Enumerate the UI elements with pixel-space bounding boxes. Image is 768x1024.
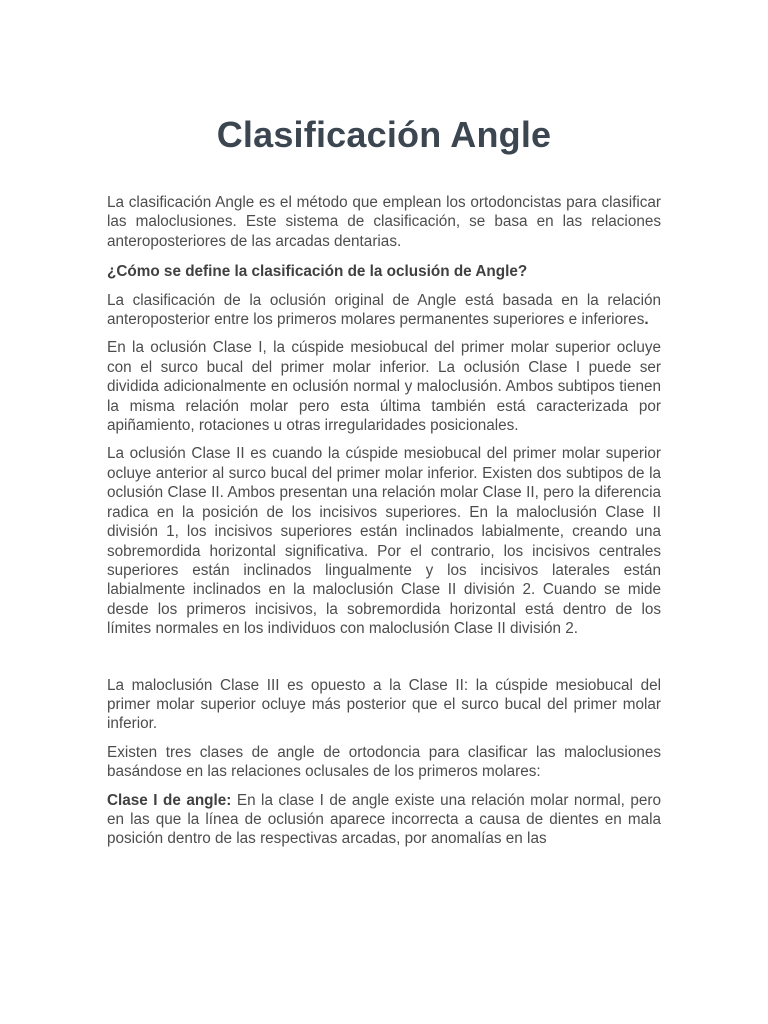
class3-paragraph: La maloclusión Clase III es opuesto a la Clase II: la cúspide mesiobucal del primer molar superior ocluye más posterior que el surco bucal del primer molar inferior. <box>107 676 661 733</box>
intro-paragraph: La clasificación Angle es el método que emplean los ortodoncistas para clasificar las maloclusiones. Este sistema de clasificación, se basa en las relaciones anteroposteriores de las arcadas dentarias. <box>107 194 661 250</box>
class2-paragraph: La oclusión Clase II es cuando la cúspide mesiobucal del primer molar superior ocluye anterior al surco bucal del primer molar inferior. Existen dos subtipos de la oclusión Clase II. Ambos presentan una relación molar Clase II, pero la diferencia radica en la posición de los incisivos superiores. En la maloclusión Clase II división 1, los incisivos superiores están inclinados labialmente, creando una sobremordida horizontal significativa. Por el contrario, los incisivos centrales superiores están inclinados lingualmente y los incisivos laterales están labialmente inclinados en la maloclusión Clase II división 2. Cuando se mide desde los primeros incisivos, la sobremordida horizontal está dentro de los límites normales en los individuos con maloclusión Clase II división 2. <box>107 445 661 638</box>
page-title: Clasificación Angle <box>216 114 552 155</box>
class1-paragraph: En la oclusión Clase I, la cúspide mesiobucal del primer molar superior ocluye con el surco bucal del primer molar inferior. La oclusión Clase I puede ser dividida adicionalmente en oclusión normal y maloclusión. Ambos subtipos tienen la misma relación molar pero esta última también está caracterizada por apiñamiento, rotaciones u otras irregularidades posicionales. <box>107 339 661 435</box>
class1-angle-label: Clase I de angle: <box>107 791 232 809</box>
class1-angle-paragraph <box>107 791 661 849</box>
definition-period: . <box>644 311 649 329</box>
three-classes-paragraph: Existen tres clases de angle de ortodoncia para clasificar las maloclusiones basándose en las relaciones oclusales de los primeros molares: <box>107 743 661 781</box>
class1-angle-text: En la clase I de angle existe una relación molar normal, pero en las que la línea de oclusión aparece incorrecta a causa de dientes en mala posición dentro de las respectivas arcadas, por anomalías en las <box>107 791 661 848</box>
question-heading: ¿Cómo se define la clasificación de la oclusión de Angle? <box>107 263 528 281</box>
document-page <box>107 0 661 849</box>
definition-paragraph <box>107 291 661 330</box>
definition-text: La clasificación de la oclusión original de Angle está basada en la relación anteroposterior entre los primeros molares permanentes superiores e inferiores <box>107 291 661 329</box>
